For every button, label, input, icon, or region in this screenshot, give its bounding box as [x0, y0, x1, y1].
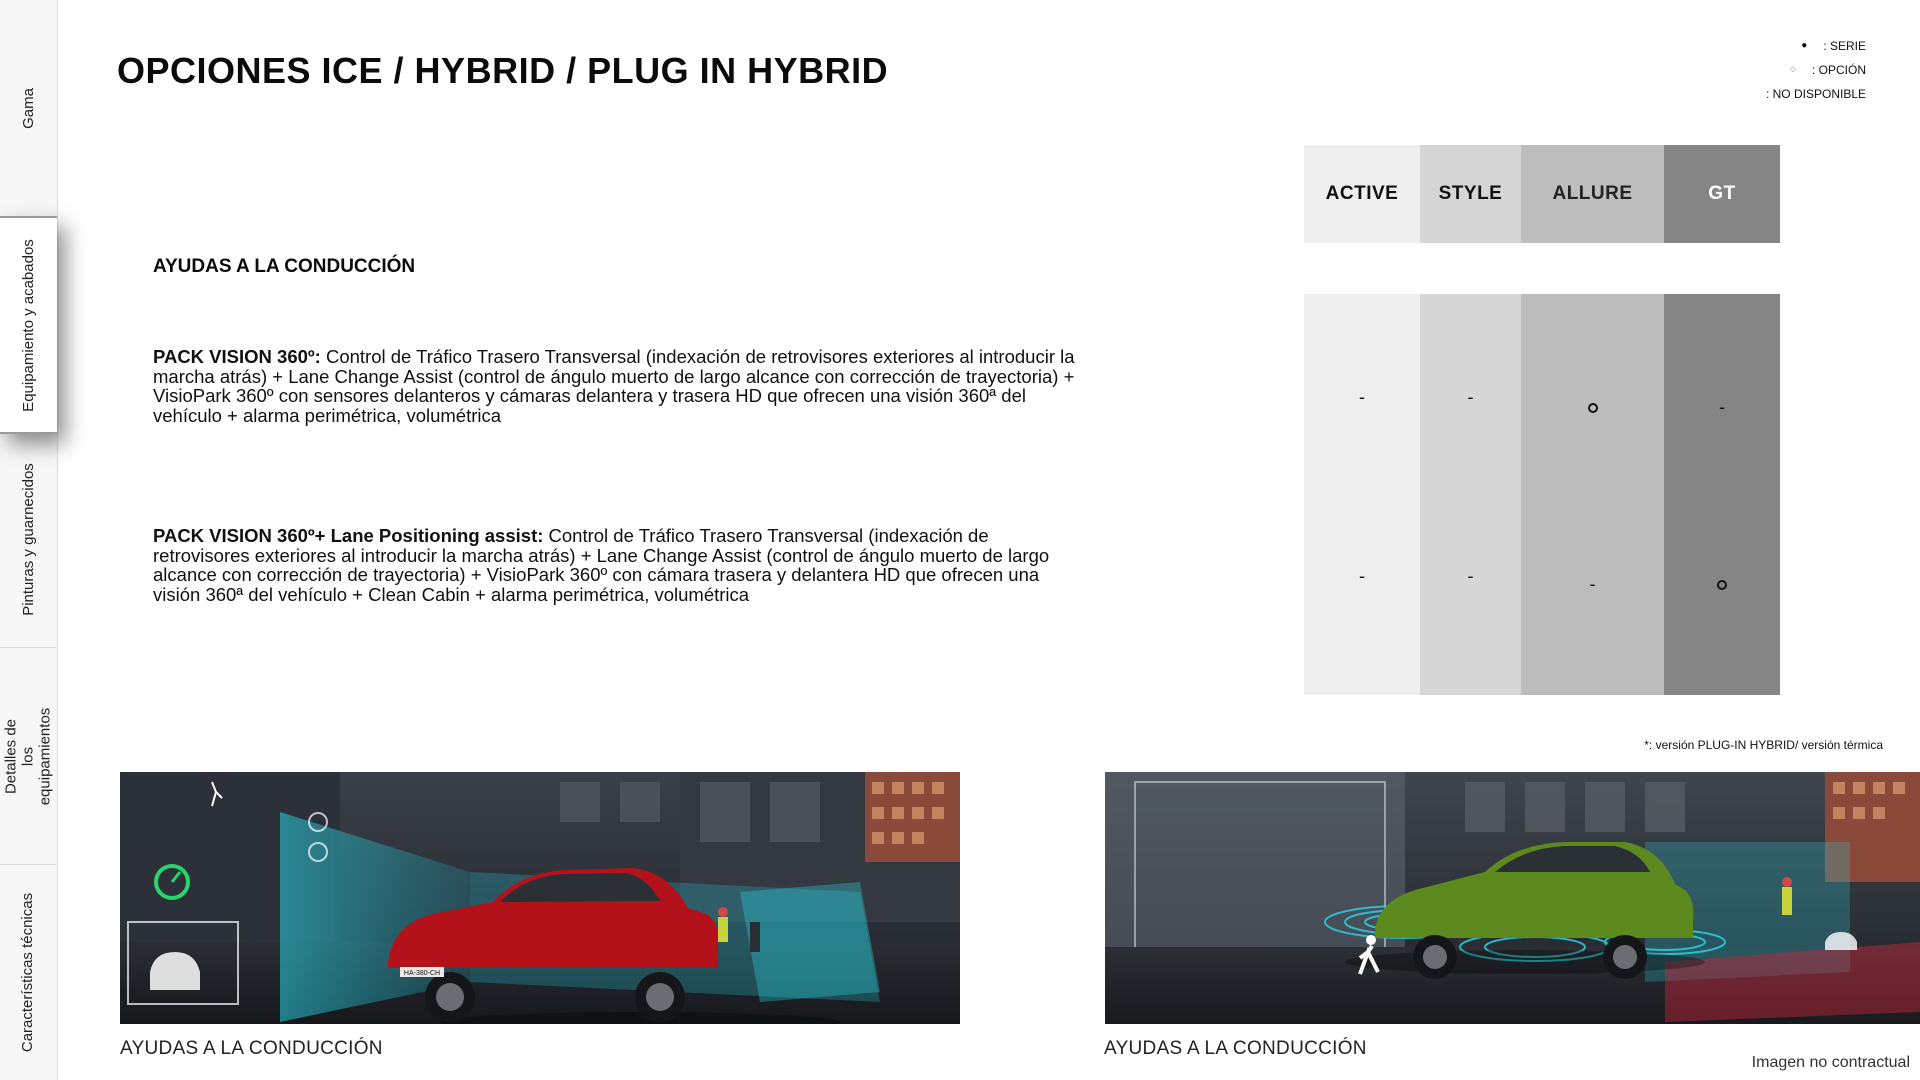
page-title: OPCIONES ICE / HYBRID / PLUG IN HYBRID: [117, 50, 889, 91]
disclaimer: Imagen no contractual: [1751, 1054, 1910, 1071]
cell-allure-row2: -: [1589, 574, 1596, 594]
feature-pack-vision-360-lane-positioning: [153, 526, 1083, 604]
option-circle-icon: [1588, 403, 1598, 413]
cell-allure-row1: [1521, 397, 1664, 418]
header-style: [1420, 145, 1521, 243]
legend: [1766, 34, 1866, 106]
footnote: *: versión PLUG-IN HYBRID/ versión térmica: [1644, 738, 1883, 752]
header-gt: [1664, 145, 1780, 243]
header-allure: [1521, 145, 1664, 243]
tab-detalles-equipamientos[interactable]: [0, 648, 56, 865]
cell-gt-row1: -: [1719, 397, 1725, 417]
filled-dot-icon: ●: [1801, 40, 1808, 51]
cell-style-row2: -: [1467, 566, 1474, 586]
red-car-scene: [120, 772, 960, 1024]
legend-serie-label: : SERIE: [1823, 39, 1866, 53]
tab-pinturas-y-guarnecidos[interactable]: [0, 432, 56, 648]
header-active-label: ACTIVE: [1325, 183, 1399, 204]
header-allure-label: ALLURE: [1552, 183, 1633, 204]
feature-name: PACK VISION 360º:: [153, 346, 321, 367]
column-active: [1304, 294, 1420, 695]
tab-equipamiento-label: Equipamiento y acabados: [20, 238, 37, 412]
header-style-label: STYLE: [1438, 183, 1503, 204]
column-style: [1420, 294, 1521, 695]
feature-description: Control de Tráfico Trasero Transversal (indexación de retrovisores exteriores al introducir la marcha atrás) + Lane Change Assist (control de ángulo muerto de largo alcance con corrección de trayectoria) + VisioPark 360º con cámara trasera y delantera HD que ofrecen una visión 360ª del vehículo + Clean Cabin + alarma perimétrica, volumétrica: [153, 525, 1050, 605]
cell-active-row2: -: [1359, 566, 1365, 586]
tab-gama[interactable]: [0, 0, 56, 217]
feature-name: PACK VISION 360º+ Lane Positioning assist:: [153, 525, 544, 546]
column-allure: [1521, 294, 1664, 695]
green-car-scene: [1105, 772, 1920, 1024]
cell-style-row1: -: [1467, 387, 1474, 407]
tab-caracteristicas-label: Características técnicas: [19, 892, 37, 1053]
license-plate: HA-380-CH: [403, 970, 441, 977]
tab-detalles-label: Detalles de los equipamientos: [2, 707, 54, 805]
legend-no-disponible-label: : NO DISPONIBLE: [1765, 87, 1866, 101]
tab-gama-label: Gama: [19, 87, 37, 129]
open-circle-icon: ◌: [1790, 64, 1796, 75]
tab-pinturas-label: Pinturas y guarnecidos: [19, 463, 37, 616]
column-gt: [1664, 294, 1780, 695]
image-2-caption: AYUDAS A LA CONDUCCIÓN: [1104, 1038, 1367, 1059]
legend-no-disponible: [1766, 82, 1866, 106]
header-active: [1304, 145, 1420, 243]
legend-serie: [1766, 34, 1866, 58]
side-navigation: [0, 0, 58, 1080]
image-1-caption: AYUDAS A LA CONDUCCIÓN: [120, 1038, 383, 1059]
option-circle-icon: [1717, 580, 1727, 590]
feature-pack-vision-360: [153, 347, 1083, 425]
cell-gt-row2: [1664, 574, 1780, 595]
feature-description: Control de Tráfico Trasero Transversal (indexación de retrovisores exteriores al introducir la marcha atrás) + Lane Change Assist (control de ángulo muerto de largo alcance con corrección de trayectoria) + VisioPark 360º con sensores delanteros y cámaras delantera y trasera HD que ofrecen una visión 360ª del vehículo + alarma perimétrica, volumétrica: [153, 346, 1075, 426]
legend-opcion: [1766, 58, 1866, 82]
cell-active-row1: -: [1359, 387, 1365, 407]
driving-aids-image-1: [120, 772, 960, 1024]
driving-aids-image-2: [1105, 772, 1920, 1024]
header-gt-label: GT: [1708, 183, 1736, 204]
section-heading: AYUDAS A LA CONDUCCIÓN: [153, 256, 416, 277]
legend-opcion-label: : OPCIÓN: [1811, 63, 1866, 77]
tab-equipamiento-y-acabados[interactable]: [0, 216, 57, 434]
tab-caracteristicas-tecnicas[interactable]: [0, 865, 56, 1080]
